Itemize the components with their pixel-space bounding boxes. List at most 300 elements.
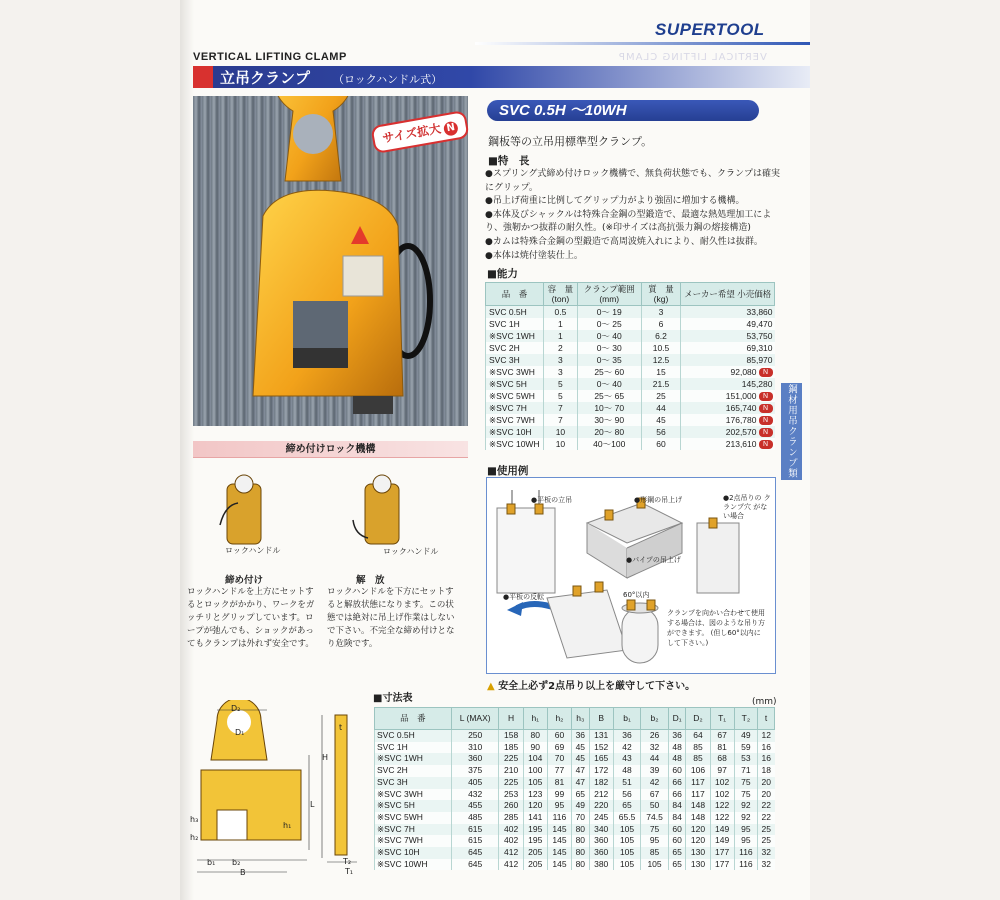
usage-note-angle: 60°以内 xyxy=(623,591,650,599)
dimensions-cell: ※SVC 5H xyxy=(375,800,452,812)
dimensions-cell: 59 xyxy=(734,742,757,754)
dimensions-row xyxy=(375,859,775,871)
dimensions-cell: 92 xyxy=(734,800,757,812)
release-heading: 解 放 xyxy=(356,575,385,586)
capacity-row xyxy=(486,438,775,450)
dimensions-cell: 120 xyxy=(523,800,547,812)
dimensions-cell: 47 xyxy=(572,765,590,777)
capacity-model-cell: ※SVC 10H xyxy=(486,426,544,438)
capacity-range-cell: 40〜100 xyxy=(577,438,641,450)
drawing-label: D₂ xyxy=(231,704,241,713)
capacity-heading: ■能力 xyxy=(487,268,518,280)
price-value: 202,570 xyxy=(725,427,757,437)
dimensions-cell: 104 xyxy=(523,753,547,765)
dimensions-cell: 80 xyxy=(523,730,547,742)
dimensions-cell: 102 xyxy=(710,789,734,801)
capacity-model-cell: ※SVC 10WH xyxy=(486,438,544,450)
dimensions-cell: 66 xyxy=(668,789,686,801)
dimensions-cell: 485 xyxy=(451,812,499,824)
dimensions-table xyxy=(374,707,775,870)
dimensions-cell: 66 xyxy=(668,777,686,789)
new-mark-icon: N xyxy=(443,120,459,136)
dimensions-cell: 225 xyxy=(499,753,523,765)
dimensions-cell: 68 xyxy=(710,753,734,765)
dimensions-row xyxy=(375,742,775,754)
dimensions-cell: 360 xyxy=(451,753,499,765)
dimensions-cell: ※SVC 3WH xyxy=(375,789,452,801)
dimensions-cell: 49 xyxy=(572,800,590,812)
dimensions-cell: 360 xyxy=(589,847,613,859)
dimensions-cell: 405 xyxy=(451,777,499,789)
dimensions-cell: 80 xyxy=(572,847,590,859)
price-value: 213,610 xyxy=(725,439,757,449)
dimensions-row xyxy=(375,800,775,812)
dimensions-cell: SVC 3H xyxy=(375,777,452,789)
dimensions-cell: 75 xyxy=(734,777,757,789)
capacity-mass-cell: 3 xyxy=(641,306,681,319)
price-value: 145,280 xyxy=(741,379,773,389)
dimensions-header-cell: D₂ xyxy=(686,708,710,730)
feature-item: ●カムは特殊合金鋼の型鍛造で高周波焼入れにより、耐久性は抜群。 xyxy=(485,236,763,247)
capacity-header-cell: メーカー希望 小売価格 xyxy=(681,283,775,306)
capacity-range-cell: 25〜 65 xyxy=(577,390,641,402)
dimensions-cell: 141 xyxy=(523,812,547,824)
dimensions-cell: 60 xyxy=(668,835,686,847)
capacity-mass-cell: 6 xyxy=(641,318,681,330)
dimensions-header-cell: T₂ xyxy=(734,708,757,730)
dimensions-cell: 148 xyxy=(686,812,710,824)
usage-note-flip: ●平板の反転 xyxy=(503,593,545,601)
capacity-mass-cell: 15 xyxy=(641,366,681,378)
dimensions-cell: 64 xyxy=(686,730,710,742)
dimensions-cell: 195 xyxy=(523,824,547,836)
capacity-header-cell: クランプ範囲 (mm) xyxy=(577,283,641,306)
capacity-price-cell xyxy=(681,318,775,330)
dimensions-cell: 615 xyxy=(451,824,499,836)
dimensions-cell: 71 xyxy=(734,765,757,777)
dimensions-cell: 18 xyxy=(758,765,775,777)
capacity-header-cell: 質 量 (kg) xyxy=(641,283,681,306)
model-range-bar: SVC 0.5H 〜10WH xyxy=(487,100,759,121)
usage-heading: ■使用例 xyxy=(487,465,529,477)
new-badge-icon: N xyxy=(759,416,773,425)
size-up-text: サイズ拡大 xyxy=(381,121,442,146)
capacity-row xyxy=(486,426,775,438)
drawing-label: B xyxy=(240,868,246,877)
dimensions-cell: SVC 2H xyxy=(375,765,452,777)
dimensions-row xyxy=(375,753,775,765)
section-side-tab: 鋼材用吊クランプ類 xyxy=(781,383,802,480)
capacity-row xyxy=(486,402,775,414)
drawing-label: b₁ xyxy=(207,858,216,867)
show-through-text: VERTICAL LIFTING CLAMP xyxy=(618,52,767,63)
capacity-ton-cell: 0.5 xyxy=(543,306,577,319)
capacity-range-cell: 30〜 90 xyxy=(577,414,641,426)
capacity-row xyxy=(486,318,775,330)
category-label: VERTICAL LIFTING CLAMP xyxy=(193,51,347,63)
capacity-ton-cell: 2 xyxy=(543,342,577,354)
dimensions-cell: ※SVC 5WH xyxy=(375,812,452,824)
dimensions-cell: 412 xyxy=(499,859,523,871)
capacity-ton-cell: 7 xyxy=(543,414,577,426)
dimensions-unit: (mm) xyxy=(752,697,777,707)
safety-warning: ▲ 安全上必ず2点吊り以上を厳守して下さい。 xyxy=(487,681,696,692)
dimensions-cell: 285 xyxy=(499,812,523,824)
capacity-header-cell: 容 量 (ton) xyxy=(543,283,577,306)
dimensions-row xyxy=(375,847,775,859)
dimensions-heading: ■寸法表 xyxy=(373,693,413,704)
dimensions-cell: 45 xyxy=(572,753,590,765)
capacity-model-cell: ※SVC 5WH xyxy=(486,390,544,402)
dimensions-cell: 85 xyxy=(686,753,710,765)
dimensions-cell: 60 xyxy=(668,824,686,836)
warning-icon: ▲ xyxy=(487,681,495,692)
dimensions-cell: 90 xyxy=(523,742,547,754)
dimensions-cell: 360 xyxy=(589,835,613,847)
dimensions-cell: 97 xyxy=(710,765,734,777)
capacity-price-cell xyxy=(681,378,775,390)
dimensions-cell: 212 xyxy=(589,789,613,801)
dimensions-cell: 152 xyxy=(589,742,613,754)
dimensions-cell: 105 xyxy=(613,835,641,847)
dimensions-cell: ※SVC 1WH xyxy=(375,753,452,765)
dimensions-cell: 260 xyxy=(499,800,523,812)
dimensions-cell: 67 xyxy=(641,789,669,801)
dimensions-row xyxy=(375,777,775,789)
dimensions-cell: 48 xyxy=(613,765,641,777)
feature-item: ●吊上げ荷重に比例してグリップ力がより強固に増加する機構。 xyxy=(485,196,745,207)
dimensions-header-row xyxy=(375,708,775,730)
dimensions-cell: 130 xyxy=(686,847,710,859)
dimensions-cell: 65 xyxy=(613,800,641,812)
brand-logo: SUPERTOOL xyxy=(655,20,765,39)
price-value: 69,310 xyxy=(746,343,773,353)
capacity-ton-cell: 1 xyxy=(543,318,577,330)
dimensions-header-cell: D₁ xyxy=(668,708,686,730)
dimensions-cell: 56 xyxy=(613,789,641,801)
dimensions-cell: 80 xyxy=(572,824,590,836)
dimensions-row xyxy=(375,812,775,824)
drawing-label: D₁ xyxy=(235,728,245,737)
capacity-row xyxy=(486,330,775,342)
capacity-ton-cell: 7 xyxy=(543,402,577,414)
dimensions-cell: 47 xyxy=(572,777,590,789)
dimensions-cell: ※SVC 10H xyxy=(375,847,452,859)
lock-mechanism-heading: 締め付けロック機構 xyxy=(193,441,468,458)
price-value: 92,080 xyxy=(730,367,757,377)
capacity-row xyxy=(486,342,775,354)
dimensions-cell: 67 xyxy=(710,730,734,742)
dimensions-cell: 131 xyxy=(589,730,613,742)
drawing-label: T₁ xyxy=(345,867,354,876)
dimensions-cell: 95 xyxy=(734,835,757,847)
tighten-heading: 締め付け xyxy=(225,575,264,586)
dimensions-cell: 75 xyxy=(734,789,757,801)
dimensions-cell: ※SVC 10WH xyxy=(375,859,452,871)
dimensions-row xyxy=(375,730,775,742)
dimensions-cell: 26 xyxy=(641,730,669,742)
dimensions-header-cell: B xyxy=(589,708,613,730)
capacity-range-cell: 0〜 30 xyxy=(577,342,641,354)
capacity-price-cell xyxy=(681,306,775,319)
dimensions-cell: 81 xyxy=(547,777,571,789)
capacity-range-cell: 0〜 40 xyxy=(577,330,641,342)
dimensions-cell: 95 xyxy=(547,800,571,812)
dimensions-header-cell: L (MAX) xyxy=(451,708,499,730)
dimensions-header-cell: b₂ xyxy=(641,708,669,730)
drawing-label: h₃ xyxy=(190,815,199,824)
dimensions-cell: 95 xyxy=(641,835,669,847)
dimensions-cell: 105 xyxy=(613,859,641,871)
capacity-range-cell: 25〜 60 xyxy=(577,366,641,378)
dimensions-cell: 80 xyxy=(572,859,590,871)
dimensions-cell: 149 xyxy=(710,824,734,836)
dimensions-cell: 43 xyxy=(613,753,641,765)
dimensions-cell: 158 xyxy=(499,730,523,742)
capacity-row xyxy=(486,414,775,426)
dimensions-cell: 149 xyxy=(710,835,734,847)
feature-item: ●スプリング式締め付けロック機構で、無負荷状態でも、クランプは確実にグリップ。 xyxy=(485,169,780,193)
usage-note-shaped: ●形鋼の吊上げ xyxy=(634,496,683,504)
features-heading: ■特 長 xyxy=(488,155,530,167)
dimensions-cell: 195 xyxy=(523,835,547,847)
usage-note-no-clamp: ●2点吊りの クランプ穴 がない場合 xyxy=(723,494,771,520)
drawing-label: h₁ xyxy=(283,821,292,830)
dimensions-header-cell: b₁ xyxy=(613,708,641,730)
capacity-mass-cell: 6.2 xyxy=(641,330,681,342)
capacity-model-cell: SVC 2H xyxy=(486,342,544,354)
dimensions-cell: 92 xyxy=(734,812,757,824)
dimensions-cell: 145 xyxy=(547,847,571,859)
dimensions-cell: 122 xyxy=(710,812,734,824)
capacity-price-cell xyxy=(681,390,775,402)
dimensions-cell: 85 xyxy=(641,847,669,859)
drawing-label: h₂ xyxy=(190,833,199,842)
dimensions-header-cell: h₂ xyxy=(547,708,571,730)
dimensions-cell: 16 xyxy=(758,753,775,765)
capacity-row xyxy=(486,366,775,378)
dimensions-cell: 20 xyxy=(758,789,775,801)
usage-note-pair: クランプを向かい合わせて使用 する場合は、図のような吊り方 ができます。 (但し60°以内にして下さい。) xyxy=(667,609,765,647)
dimensions-header-cell: 品 番 xyxy=(375,708,452,730)
capacity-model-cell: ※SVC 7H xyxy=(486,402,544,414)
drawing-label: L xyxy=(310,800,315,809)
tighten-description: ロックハンドルを上方にセットするとロックがかかり、ワークをガッチリとグリップしています。ロープが弛んでも、ショックがあってもクランプは外れず安全です。 xyxy=(187,587,315,649)
capacity-table xyxy=(485,282,775,450)
feature-item: ●本体及びシャックルは特殊合金鋼の型鍛造で、最適な熱処理加工により、強靭かつ抜群の耐久性。(※印サイズは高抗張力鋼の熔接構造) xyxy=(485,209,772,234)
dimensions-cell: 375 xyxy=(451,765,499,777)
dimensions-cell: 65 xyxy=(668,847,686,859)
dimensions-cell: 130 xyxy=(686,859,710,871)
dimensions-cell: 645 xyxy=(451,859,499,871)
capacity-model-cell: SVC 0.5H xyxy=(486,306,544,319)
dimensions-cell: 172 xyxy=(589,765,613,777)
page-title: 立吊クランプ xyxy=(220,69,311,87)
dimensions-cell: 116 xyxy=(734,847,757,859)
dimensions-cell: 340 xyxy=(589,824,613,836)
dimensions-row xyxy=(375,765,775,777)
dimensions-cell: 185 xyxy=(499,742,523,754)
capacity-row xyxy=(486,354,775,366)
price-value: 33,860 xyxy=(746,307,773,317)
dimensions-cell: 220 xyxy=(589,800,613,812)
dimensions-cell: 22 xyxy=(758,812,775,824)
dimensions-cell: 177 xyxy=(710,847,734,859)
drawing-label: b₂ xyxy=(232,858,241,867)
dimensions-cell: 205 xyxy=(523,859,547,871)
capacity-price-cell xyxy=(681,426,775,438)
clamp-illustration xyxy=(193,96,468,426)
drawing-label: T₂ xyxy=(343,857,352,866)
dimensions-cell: 75 xyxy=(641,824,669,836)
dimensions-cell: 99 xyxy=(547,789,571,801)
dimensions-cell: 48 xyxy=(668,753,686,765)
dimensions-cell: 74.5 xyxy=(641,812,669,824)
brand-underline xyxy=(475,42,810,45)
capacity-ton-cell: 1 xyxy=(543,330,577,342)
dimensions-row xyxy=(375,824,775,836)
dimensions-cell: 177 xyxy=(710,859,734,871)
dimensions-cell: 51 xyxy=(613,777,641,789)
dimensions-cell: 84 xyxy=(668,812,686,824)
dimensions-header-cell: h₃ xyxy=(572,708,590,730)
dimensions-cell: 116 xyxy=(734,859,757,871)
dimensions-cell: 245 xyxy=(589,812,613,824)
dimensions-cell: 42 xyxy=(641,777,669,789)
capacity-mass-cell: 44 xyxy=(641,402,681,414)
dimensions-cell: 117 xyxy=(686,777,710,789)
usage-examples-box xyxy=(486,477,776,674)
dimensions-cell: 32 xyxy=(758,859,775,871)
capacity-mass-cell: 21.5 xyxy=(641,378,681,390)
dimensions-cell: 253 xyxy=(499,789,523,801)
dimensions-cell: 39 xyxy=(641,765,669,777)
feature-item: ●本体は焼付塗装仕上。 xyxy=(485,250,583,261)
dimensions-cell: 645 xyxy=(451,847,499,859)
dimensions-cell: 36 xyxy=(613,730,641,742)
new-badge-icon: N xyxy=(759,368,773,377)
capacity-model-cell: ※SVC 7WH xyxy=(486,414,544,426)
page-subtitle: （ロックハンドル式） xyxy=(333,73,443,86)
dimensions-cell: 455 xyxy=(451,800,499,812)
dimensions-cell: 16 xyxy=(758,742,775,754)
usage-note-pipe: ●パイプの吊上げ xyxy=(626,556,681,564)
capacity-range-cell: 0〜 40 xyxy=(577,378,641,390)
capacity-row xyxy=(486,306,775,319)
capacity-mass-cell: 12.5 xyxy=(641,354,681,366)
dimensions-cell: 402 xyxy=(499,835,523,847)
dimensions-cell: 615 xyxy=(451,835,499,847)
dimensions-cell: 250 xyxy=(451,730,499,742)
dimensions-cell: 77 xyxy=(547,765,571,777)
capacity-model-cell: ※SVC 5H xyxy=(486,378,544,390)
dimensions-cell: 60 xyxy=(547,730,571,742)
capacity-price-cell xyxy=(681,414,775,426)
capacity-price-cell xyxy=(681,438,775,450)
dimensions-cell: 53 xyxy=(734,753,757,765)
dimensions-cell: 65 xyxy=(668,859,686,871)
dimensions-cell: 100 xyxy=(523,765,547,777)
capacity-range-cell: 0〜 35 xyxy=(577,354,641,366)
drawing-label: t xyxy=(339,723,343,732)
dimensions-cell: 44 xyxy=(641,753,669,765)
dimensions-cell: 36 xyxy=(572,730,590,742)
dimensions-header-cell: T₁ xyxy=(710,708,734,730)
dimensions-cell: 80 xyxy=(572,835,590,847)
capacity-mass-cell: 56 xyxy=(641,426,681,438)
capacity-model-cell: ※SVC 3WH xyxy=(486,366,544,378)
dimensions-cell: 70 xyxy=(547,753,571,765)
dimensions-cell: 105 xyxy=(613,847,641,859)
lock-handle-label-tighten: ロックハンドル xyxy=(225,546,281,555)
dimensions-cell: 122 xyxy=(710,800,734,812)
dimensions-cell: 69 xyxy=(547,742,571,754)
new-badge-icon: N xyxy=(759,392,773,401)
dimensions-cell: 85 xyxy=(686,742,710,754)
dimensions-cell: 106 xyxy=(686,765,710,777)
capacity-price-cell xyxy=(681,330,775,342)
price-value: 165,740 xyxy=(725,403,757,413)
capacity-price-cell xyxy=(681,342,775,354)
dimensions-cell: 36 xyxy=(668,730,686,742)
dimensions-cell: 20 xyxy=(758,777,775,789)
capacity-ton-cell: 5 xyxy=(543,390,577,402)
dimensions-cell: 380 xyxy=(589,859,613,871)
dimensions-cell: 145 xyxy=(547,835,571,847)
capacity-price-cell xyxy=(681,366,775,378)
new-badge-icon: N xyxy=(759,428,773,437)
capacity-row xyxy=(486,390,775,402)
capacity-ton-cell: 3 xyxy=(543,366,577,378)
dimensions-cell: 45 xyxy=(572,742,590,754)
lock-handle-label-release: ロックハンドル xyxy=(383,547,439,556)
dimensions-cell: 22 xyxy=(758,800,775,812)
dimensions-cell: 105 xyxy=(613,824,641,836)
release-description: ロックハンドルを下方にセットすると解放状態になります。この状態では絶対に吊上げ作業はしないで下さい。不完全な締め付けとなり危険です。 xyxy=(327,587,455,649)
dimensions-cell: 32 xyxy=(758,847,775,859)
dimensions-cell: SVC 1H xyxy=(375,742,452,754)
capacity-model-cell: SVC 1H xyxy=(486,318,544,330)
dimensions-header-cell: t xyxy=(758,708,775,730)
dimensions-cell: 48 xyxy=(668,742,686,754)
price-value: 53,750 xyxy=(746,331,773,341)
dimensions-cell: 32 xyxy=(641,742,669,754)
dimensions-cell: 148 xyxy=(686,800,710,812)
dimensions-cell: 120 xyxy=(686,835,710,847)
dimensions-row xyxy=(375,835,775,847)
dimensions-cell: 432 xyxy=(451,789,499,801)
dimensions-cell: 65 xyxy=(572,789,590,801)
capacity-mass-cell: 25 xyxy=(641,390,681,402)
capacity-ton-cell: 10 xyxy=(543,426,577,438)
price-value: 176,780 xyxy=(725,415,757,425)
intro-text: 鋼板等の立吊用標準型クランプ。 xyxy=(488,135,653,148)
price-value: 49,470 xyxy=(746,319,773,329)
capacity-row xyxy=(486,378,775,390)
capacity-ton-cell: 3 xyxy=(543,354,577,366)
dimensions-cell: 412 xyxy=(499,847,523,859)
dimensions-cell: 310 xyxy=(451,742,499,754)
dimensions-cell: 210 xyxy=(499,765,523,777)
dimensions-cell: 81 xyxy=(710,742,734,754)
dimensions-cell: 102 xyxy=(710,777,734,789)
new-badge-icon: N xyxy=(759,440,773,449)
dimensions-cell: 116 xyxy=(547,812,571,824)
usage-note-vertical: ●平板の立吊 xyxy=(531,496,573,504)
dimensions-cell: 49 xyxy=(734,730,757,742)
price-value: 85,970 xyxy=(746,355,773,365)
dimensions-cell: 42 xyxy=(613,742,641,754)
